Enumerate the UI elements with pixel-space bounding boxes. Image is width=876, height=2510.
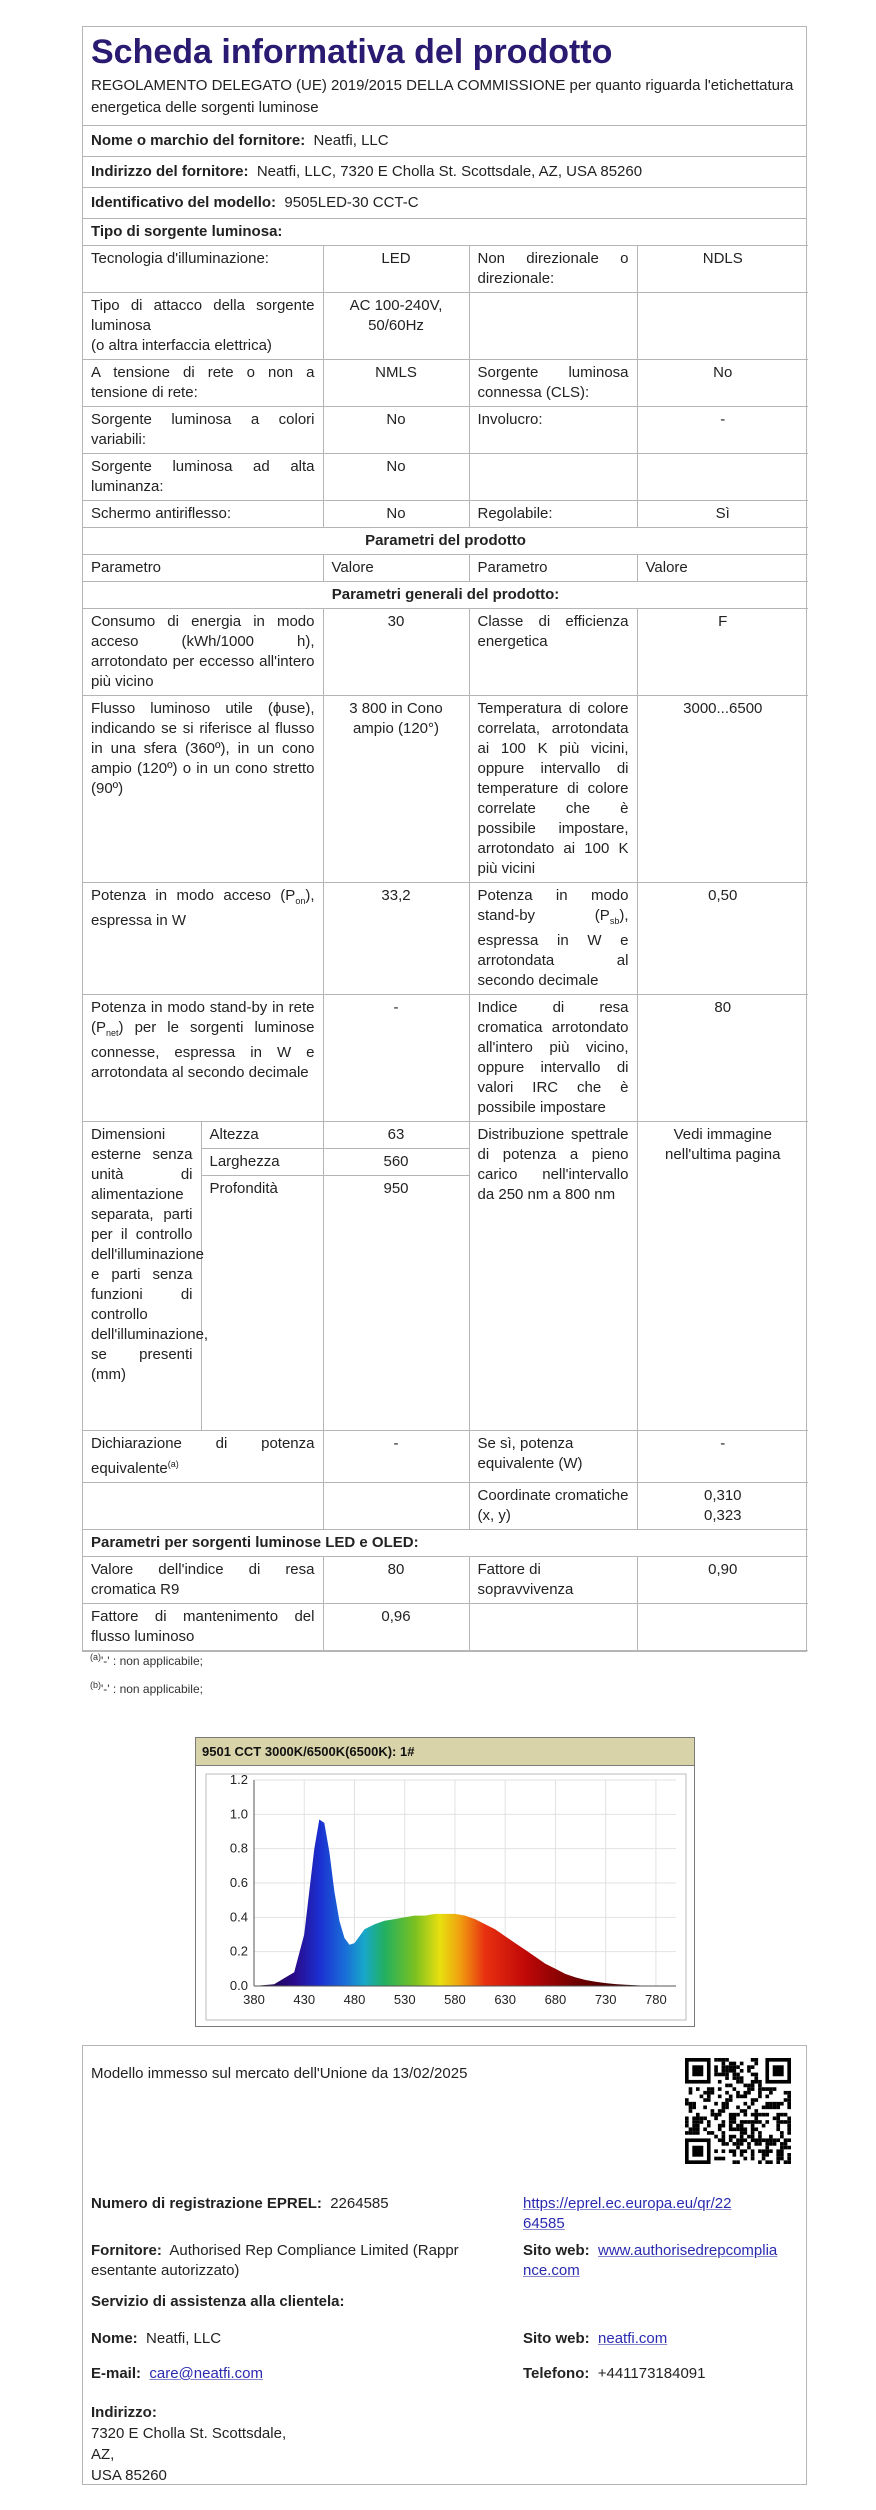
x-tick-label: 780 bbox=[645, 1992, 667, 2007]
footnote-a: $^{(a)}$'-' : non applicabile; bbox=[90, 1652, 203, 1668]
survival-factor-value: 0,90 bbox=[637, 1557, 808, 1604]
eprel-section bbox=[82, 2045, 807, 2485]
x-tick-label: 730 bbox=[594, 1992, 617, 2007]
service-email-link[interactable]: care@neatfi.com bbox=[149, 2365, 263, 2382]
supplier-address-label: Indirizzo del fornitore: bbox=[91, 163, 249, 180]
param-label: Sorgente luminosa ad alta luminanza: bbox=[83, 454, 323, 501]
table-row bbox=[83, 246, 808, 293]
col-header-param: Parametro bbox=[469, 555, 637, 582]
param-value: No bbox=[323, 407, 469, 454]
service-name: Nome: Neatfi, LLC bbox=[91, 2330, 222, 2347]
dimensions-cell bbox=[83, 1122, 323, 1431]
spectrum-chart bbox=[195, 1737, 695, 2027]
table-row bbox=[83, 293, 808, 360]
y-tick-label: 0.0 bbox=[229, 1978, 248, 1993]
x-tick-label: 680 bbox=[544, 1992, 567, 2007]
regulation-text: REGOLAMENTO DELEGATO (UE) 2019/2015 DELLA COMMISSIONE per quanto riguarda l'etichettatura energetica delle sorgenti luminose bbox=[91, 77, 794, 116]
dim-depth-value: 950 bbox=[383, 1180, 409, 1197]
param-value: F bbox=[637, 609, 808, 696]
market-date-text: Modello immesso sul mercato dell'Unione da 13/02/2025 bbox=[91, 2065, 468, 2082]
dimensions-label: Dimensioni esterne senza unità di alimentazione separata, parti per il controllo dell'illuminazione e parti senza funzioni di controllo dell'illuminazione, se presenti (mm) bbox=[83, 1122, 201, 1430]
table-row bbox=[83, 1483, 808, 1530]
x-tick-label: 530 bbox=[393, 1992, 416, 2007]
param-value bbox=[637, 293, 808, 360]
equivalent-watt-label: Se sì, potenza equivalente (W) bbox=[469, 1431, 637, 1483]
authorised-rep-web: Sito web: www.authorisedrepcomplia nce.com bbox=[523, 2242, 778, 2279]
survival-factor-label: Fattore di sopravvivenza bbox=[469, 1557, 637, 1604]
y-tick-label: 1.0 bbox=[229, 1806, 248, 1822]
param-label bbox=[469, 454, 637, 501]
y-tick-label: 0.4 bbox=[229, 1909, 248, 1925]
param-value: No bbox=[323, 454, 469, 501]
cri-value: 80 bbox=[637, 995, 808, 1122]
supplier-address-row bbox=[83, 157, 806, 188]
param-label bbox=[469, 293, 637, 360]
table-row bbox=[83, 1431, 808, 1483]
r9-value: 80 bbox=[323, 1557, 469, 1604]
dim-width-label: Larghezza bbox=[201, 1149, 323, 1176]
chromaticity-label: Coordinate cromatiche (x, y) bbox=[469, 1483, 637, 1530]
standby-power-label: Potenza in modo stand-by $(P_{sb})$, espressa in W e arrotondata al secondo decimale bbox=[469, 883, 637, 995]
main-table bbox=[83, 219, 808, 1651]
param-label: Temperatura di colore correlata, arrotondata ai 100 K più vicini, oppure intervallo di temperature di colore correlate che è possibile impostare, arrotondato ai 100 K più vicini bbox=[469, 696, 637, 883]
service-website-link[interactable]: neatfi.com bbox=[598, 2330, 668, 2347]
param-value: 3 800 in Cono ampio (120°) bbox=[323, 696, 469, 883]
param-value: No bbox=[323, 501, 469, 528]
param-value: AC 100-240V, 50/60Hz bbox=[323, 293, 469, 360]
product-information-sheet bbox=[82, 26, 807, 1652]
chromaticity-value: 0,310 0,323 bbox=[637, 1483, 808, 1530]
table-row bbox=[83, 1604, 808, 1651]
y-tick-label: 0.2 bbox=[229, 1943, 248, 1959]
eprel-registration: Numero di registrazione EPREL: 2264585 bbox=[91, 2195, 389, 2212]
authorised-rep-link[interactable]: nce.com bbox=[523, 2262, 580, 2279]
col-header-value: Valore bbox=[637, 555, 808, 582]
param-label: Classe di efficienza energetica bbox=[469, 609, 637, 696]
lumen-maintenance-label: Fattore di mantenimento del flusso luminoso bbox=[83, 1604, 323, 1651]
col-header-param: Parametro bbox=[83, 555, 323, 582]
table-row bbox=[83, 1557, 808, 1604]
led-params-heading: Parametri per sorgenti luminose LED e OLED: bbox=[83, 1530, 808, 1557]
spectrum-plot bbox=[196, 1766, 696, 2028]
eprel-link[interactable]: https://eprel.ec.europa.eu/qr/22 64585 bbox=[523, 2195, 732, 2232]
param-label: A tensione di rete o non a tensione di rete: bbox=[83, 360, 323, 407]
chart-title: 9501 CCT 3000K/6500K(6500K): 1# bbox=[196, 1738, 694, 1766]
param-label: Schermo antiriflesso: bbox=[83, 501, 323, 528]
param-label: Tipo di attacco della sorgente luminosa (o altra interfaccia elettrica) bbox=[83, 293, 323, 360]
spectral-distribution-value: Vedi immagine nell'ultima pagina bbox=[637, 1122, 808, 1431]
param-label: Sorgente luminosa connessa (CLS): bbox=[469, 360, 637, 407]
table-row bbox=[83, 360, 808, 407]
footnotes bbox=[90, 1645, 203, 1701]
x-tick-label: 380 bbox=[243, 1992, 265, 2007]
product-params-heading: Parametri del prodotto bbox=[83, 528, 808, 555]
general-param-rows bbox=[83, 609, 808, 883]
param-value: LED bbox=[323, 246, 469, 293]
dim-width-value: 560 bbox=[324, 1149, 469, 1176]
dim-height-label: Altezza bbox=[201, 1122, 323, 1149]
param-value: 30 bbox=[323, 609, 469, 696]
equivalent-power-value: - bbox=[323, 1431, 469, 1483]
param-value: NMLS bbox=[323, 360, 469, 407]
service-address: Indirizzo: 7320 E Cholla St. Scottsdale, AZ, USA 85260 bbox=[91, 2404, 287, 2484]
table-row bbox=[83, 407, 808, 454]
r9-label: Valore dell'indice di resa cromatica R9 bbox=[83, 1557, 323, 1604]
supplier-name: Neatfi, LLC bbox=[313, 132, 389, 149]
equivalent-watt-value: - bbox=[637, 1431, 808, 1483]
table-row bbox=[83, 995, 808, 1122]
x-tick-label: 430 bbox=[293, 1992, 316, 2007]
source-type-heading: Tipo di sorgente luminosa: bbox=[83, 219, 808, 246]
x-tick-label: 580 bbox=[444, 1992, 466, 2007]
supplier-name-row bbox=[83, 126, 806, 157]
x-tick-label: 630 bbox=[494, 1992, 517, 2007]
table-row bbox=[83, 1122, 808, 1431]
table-row bbox=[83, 454, 808, 501]
authorised-rep: Fornitore: Authorised Rep Compliance Limited (Rappr esentante autorizzato) bbox=[91, 2242, 459, 2279]
model-identifier: 9505LED-30 CCT-C bbox=[284, 194, 419, 211]
networked-standby-value: - bbox=[323, 995, 469, 1122]
y-tick-label: 1.2 bbox=[229, 1772, 248, 1787]
service-website: Sito web: neatfi.com bbox=[523, 2330, 668, 2347]
service-email: E-mail: care@neatfi.com bbox=[91, 2365, 263, 2382]
param-value bbox=[637, 454, 808, 501]
param-label: Regolabile: bbox=[469, 501, 637, 528]
params-column-headers bbox=[83, 555, 808, 582]
y-tick-label: 0.8 bbox=[229, 1840, 248, 1856]
authorised-rep-link[interactable]: www.authorisedrepcomplia bbox=[598, 2242, 778, 2259]
on-mode-power-label: Potenza in modo acceso $(P_{on})$, espressa in W bbox=[83, 883, 323, 995]
dim-depth-label: Profondità bbox=[201, 1176, 323, 1203]
x-tick-label: 480 bbox=[343, 1992, 366, 2007]
cri-label: Indice di resa cromatica arrotondato all'intero più vicino, oppure intervallo di valori IRC che è possibile impostare bbox=[469, 995, 637, 1122]
supplier-address: Neatfi, LLC, 7320 E Cholla St. Scottsdale, AZ, USA 85260 bbox=[256, 163, 643, 180]
spectral-distribution-label: Distribuzione spettrale di potenza a pieno carico nell'intervallo da 250 nm a 800 nm bbox=[469, 1122, 637, 1431]
footnote-b: $^{(b)}$'-' : non applicabile; bbox=[90, 1680, 203, 1696]
dim-height-value: 63 bbox=[324, 1122, 469, 1149]
customer-service-heading: Servizio di assistenza alla clientela: bbox=[91, 2293, 345, 2310]
param-value: No bbox=[637, 360, 808, 407]
param-value: Sì bbox=[637, 501, 808, 528]
equivalent-power-label: Dichiarazione di potenza equivalente$^{(a)}$ bbox=[83, 1431, 323, 1483]
table-row bbox=[83, 883, 808, 995]
general-params-heading: Parametri generali del prodotto: bbox=[83, 582, 808, 609]
qr-code-icon[interactable] bbox=[685, 2058, 791, 2164]
param-label: Sorgente luminosa a colori variabili: bbox=[83, 407, 323, 454]
param-label: Tecnologia d'illuminazione: bbox=[83, 246, 323, 293]
lumen-maintenance-value: 0,96 bbox=[323, 1604, 469, 1651]
model-label: Identificativo del modello: bbox=[91, 194, 277, 211]
supplier-name-label: Nome o marchio del fornitore: bbox=[91, 132, 306, 149]
param-label: Involucro: bbox=[469, 407, 637, 454]
source-type-rows bbox=[83, 246, 808, 528]
param-label: Consumo di energia in modo acceso (kWh/1000 h), arrotondato per eccesso all'intero più vicino bbox=[83, 609, 323, 696]
sheet-header bbox=[83, 27, 806, 126]
param-value: NDLS bbox=[637, 246, 808, 293]
param-value: - bbox=[637, 407, 808, 454]
table-row bbox=[83, 696, 808, 883]
networked-standby-label: Potenza in modo stand-by in rete $(P_{net})$ per le sorgenti luminose connesse, espressa in W e arrotondata al secondo decimale bbox=[83, 995, 323, 1122]
param-label: Flusso luminoso utile (ɸuse), indicando se si riferisce al flusso in una sfera (360º), in un cono ampio (120º) o in un cono stretto (90º) bbox=[83, 696, 323, 883]
param-label: Non direzionale o direzionale: bbox=[469, 246, 637, 293]
standby-power-value: 0,50 bbox=[637, 883, 808, 995]
page-title: Scheda informativa del prodotto bbox=[91, 33, 613, 71]
dimensions-values-cell bbox=[323, 1122, 469, 1431]
param-value: 3000...6500 bbox=[637, 696, 808, 883]
table-row bbox=[83, 609, 808, 696]
table-row bbox=[83, 501, 808, 528]
service-phone: Telefono: +441173184091 bbox=[523, 2365, 706, 2382]
y-tick-label: 0.6 bbox=[229, 1875, 248, 1890]
model-row bbox=[83, 188, 806, 219]
on-mode-power-value: 33,2 bbox=[323, 883, 469, 995]
col-header-value: Valore bbox=[323, 555, 469, 582]
